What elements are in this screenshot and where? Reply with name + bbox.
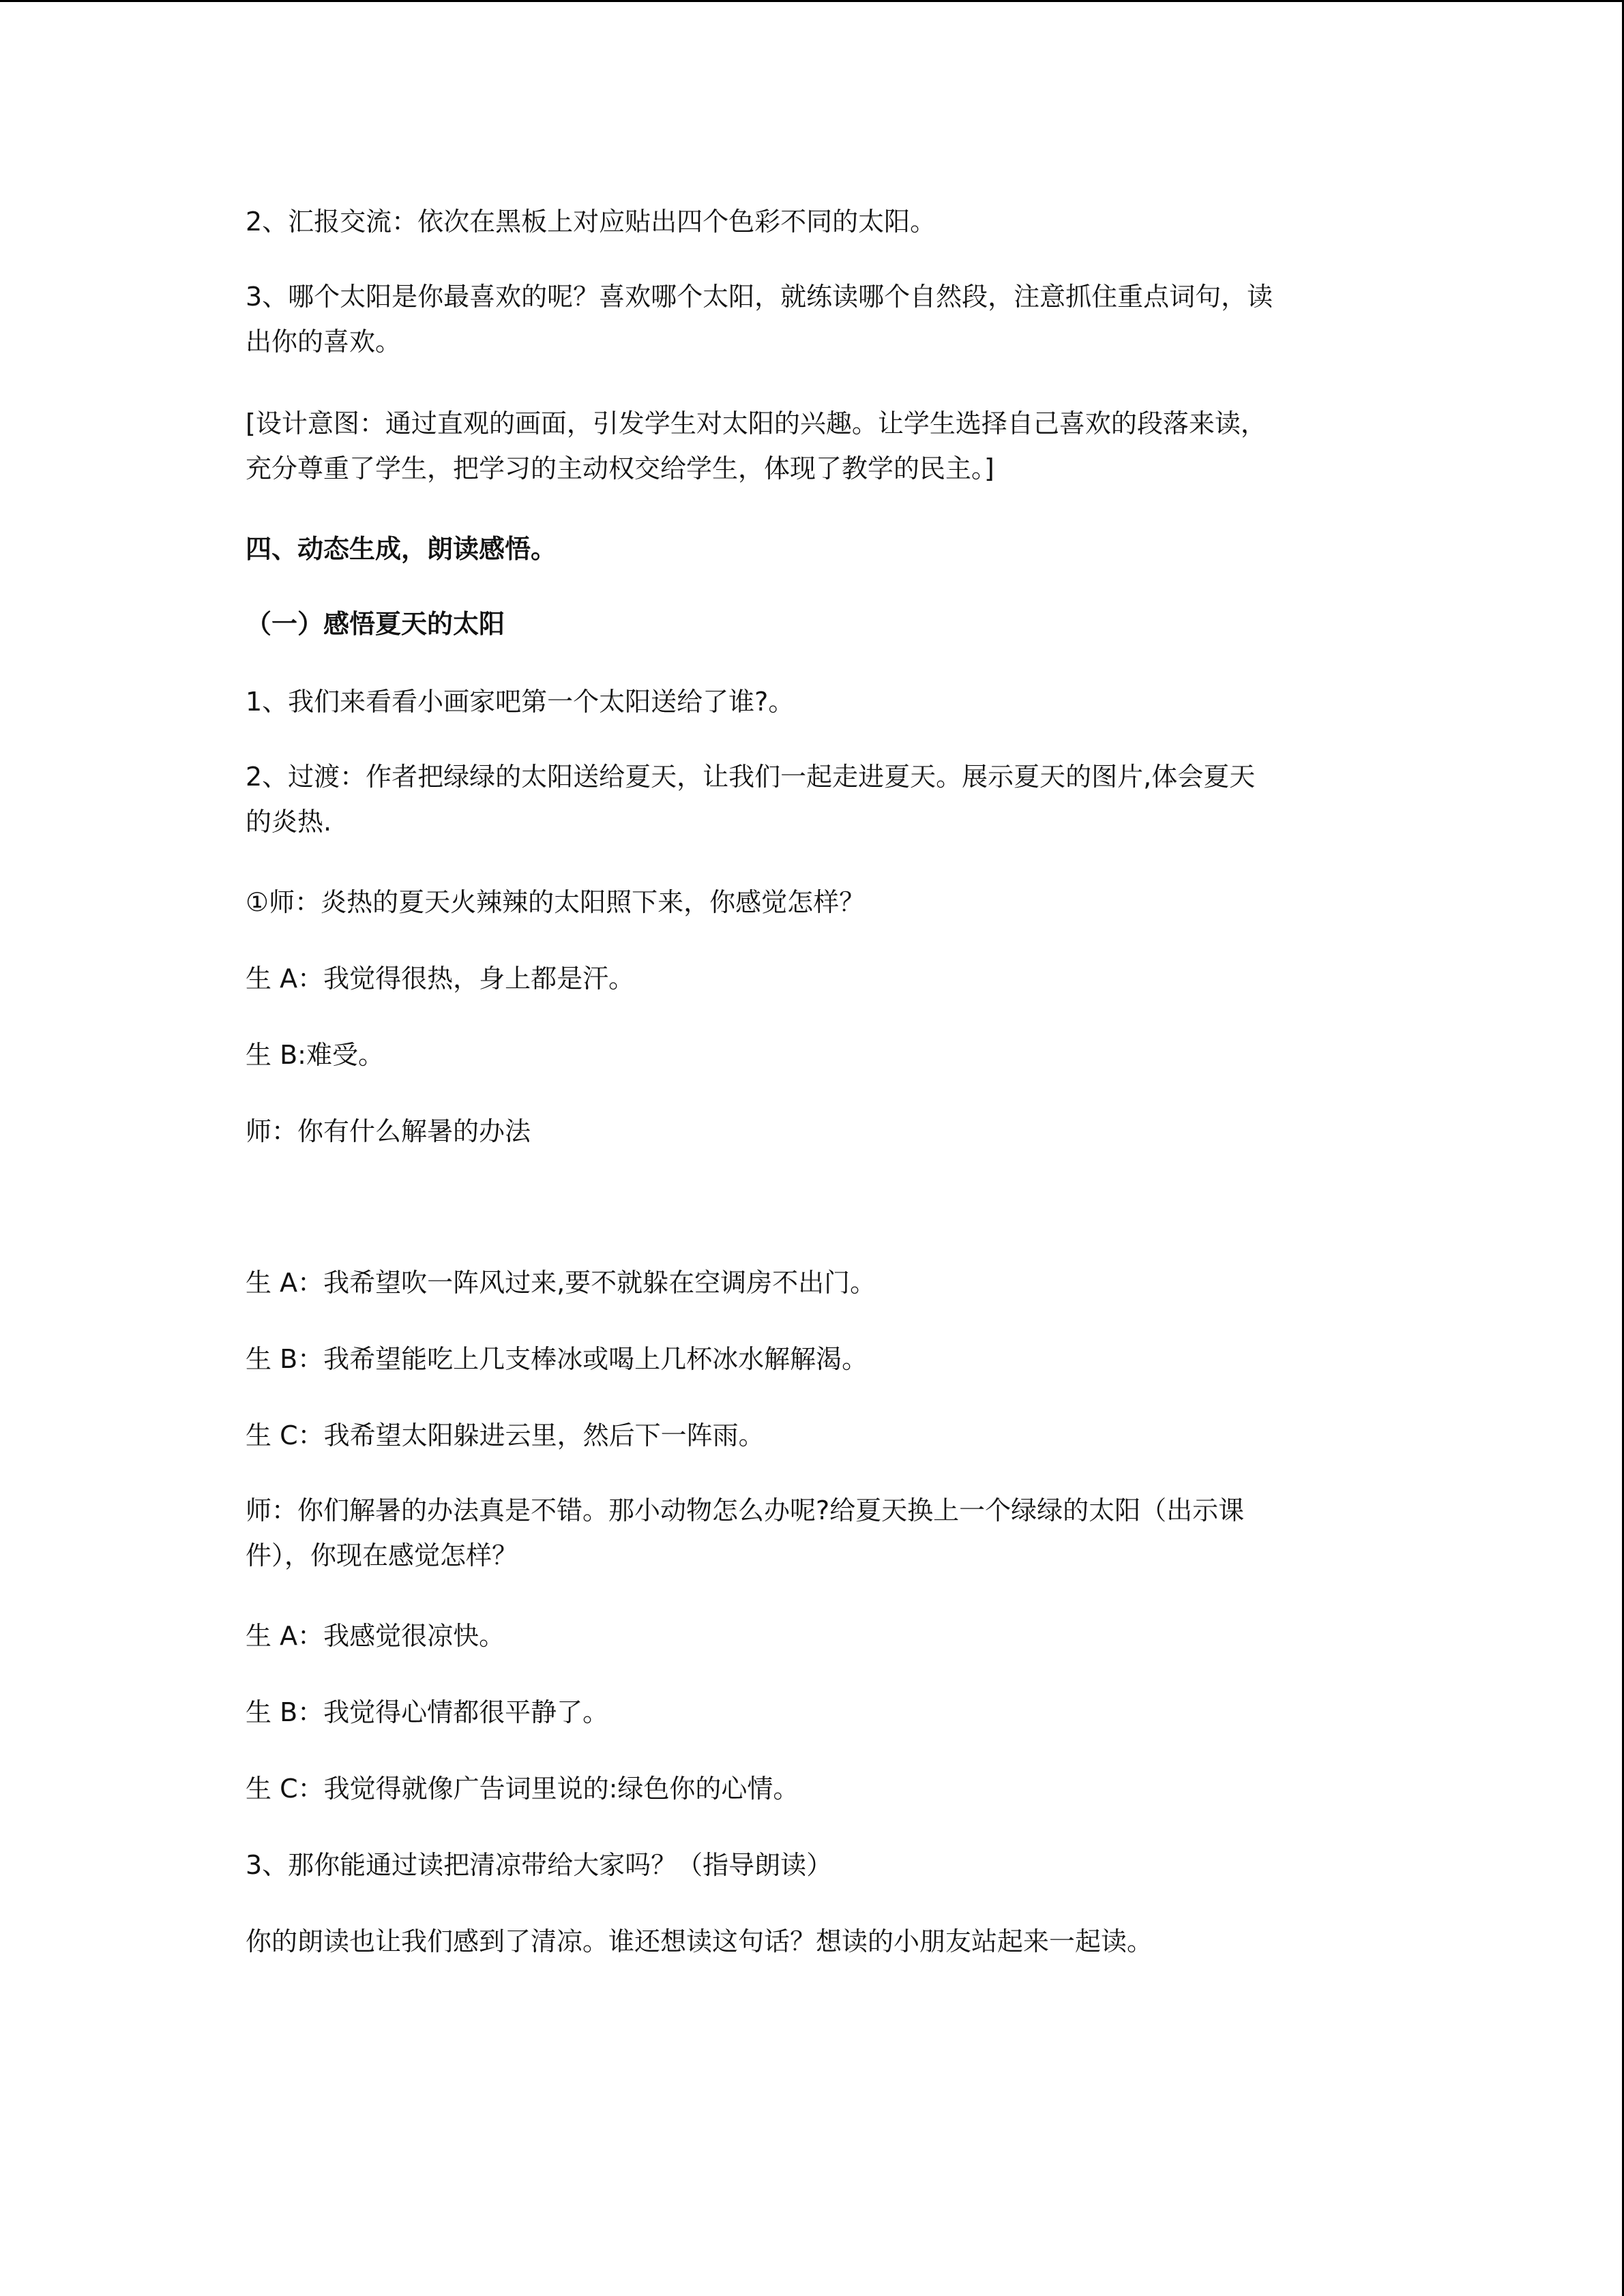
text-line: 生 B:难受。 — [246, 1040, 384, 1070]
dialogue-student-a — [246, 956, 1385, 1001]
paragraph-design-intent — [246, 401, 1385, 491]
dialogue-student-a — [246, 1260, 1385, 1305]
dialogue-teacher-green-sun — [246, 1488, 1385, 1578]
dialogue-teacher-cooling — [246, 1109, 1385, 1154]
text-line: ①师：炎热的夏天火辣辣的太阳照下来，你感觉怎样？ — [246, 887, 866, 917]
dialogue-student-b — [246, 1690, 1385, 1735]
dialogue-student-c — [246, 1413, 1385, 1458]
text-line: 件），你现在感觉怎样？ — [246, 1540, 518, 1570]
paragraph-report-exchange — [246, 199, 1385, 244]
text-line: 生 C：我觉得就像广告词里说的:绿色你的心情。 — [246, 1774, 799, 1804]
text-line: 3、哪个太阳是你最喜欢的呢？喜欢哪个太阳，就练读哪个自然段，注意抓住重点词句，读 — [246, 282, 1273, 312]
text-line: 生 B：我希望能吃上几支棒冰或喝上几杯冰水解解渴。 — [246, 1344, 868, 1374]
paragraph-favorite-sun — [246, 274, 1385, 364]
text-line: 充分尊重了学生，把学习的主动权交给学生，体现了教学的民主。] — [246, 453, 994, 483]
section-heading — [246, 526, 1385, 571]
text-line: 你的朗读也让我们感到了清凉。谁还想读这句话？想读的小朋友站起来一起读。 — [246, 1926, 1153, 1956]
paragraph-guided-reading — [246, 1843, 1385, 1888]
dialogue-student-c — [246, 1766, 1385, 1811]
dialogue-student-a — [246, 1613, 1385, 1658]
paragraph-transition — [246, 754, 1385, 844]
text-line: 生 A：我觉得很热，身上都是汗。 — [246, 964, 635, 994]
text-line: 3、那你能通过读把清凉带给大家吗？（指导朗读） — [246, 1850, 833, 1880]
text-line: 师：你有什么解暑的办法 — [246, 1116, 531, 1146]
text-line: 2、汇报交流：依次在黑板上对应贴出四个色彩不同的太阳。 — [246, 207, 936, 237]
text-line: 生 B：我觉得心情都很平静了。 — [246, 1697, 609, 1727]
text-line: 1、我们来看看小画家吧第一个太阳送给了谁?。 — [246, 687, 795, 717]
heading-text: （一）感悟夏天的太阳 — [246, 609, 505, 639]
heading-text: 四、动态生成，朗读感悟。 — [246, 534, 557, 564]
dialogue-student-b — [246, 1032, 1385, 1077]
text-line: 的炎热. — [246, 807, 332, 837]
text-line: 2、过渡：作者把绿绿的太阳送给夏天，让我们一起走进夏天。展示夏天的图片,体会夏天 — [246, 762, 1256, 792]
text-line: 生 A：我感觉很凉快。 — [246, 1621, 505, 1651]
text-line: 生 A：我希望吹一阵风过来,要不就躲在空调房不出门。 — [246, 1268, 876, 1298]
subsection-heading — [246, 601, 1385, 646]
page-top-border — [0, 0, 1624, 2]
dialogue-teacher-question — [246, 880, 1385, 925]
text-line: 师：你们解暑的办法真是不错。那小动物怎么办呢?给夏天换上一个绿绿的太阳（出示课 — [246, 1495, 1245, 1525]
dialogue-student-b — [246, 1337, 1385, 1382]
text-line: 出你的喜欢。 — [246, 327, 402, 357]
paragraph-first-sun — [246, 679, 1385, 724]
text-line: 生 C：我希望太阳躲进云里，然后下一阵雨。 — [246, 1420, 765, 1450]
paragraph-closing — [246, 1919, 1385, 1964]
text-line: [设计意图：通过直观的画面，引发学生对太阳的兴趣。让学生选择自己喜欢的段落来读， — [246, 408, 1267, 438]
